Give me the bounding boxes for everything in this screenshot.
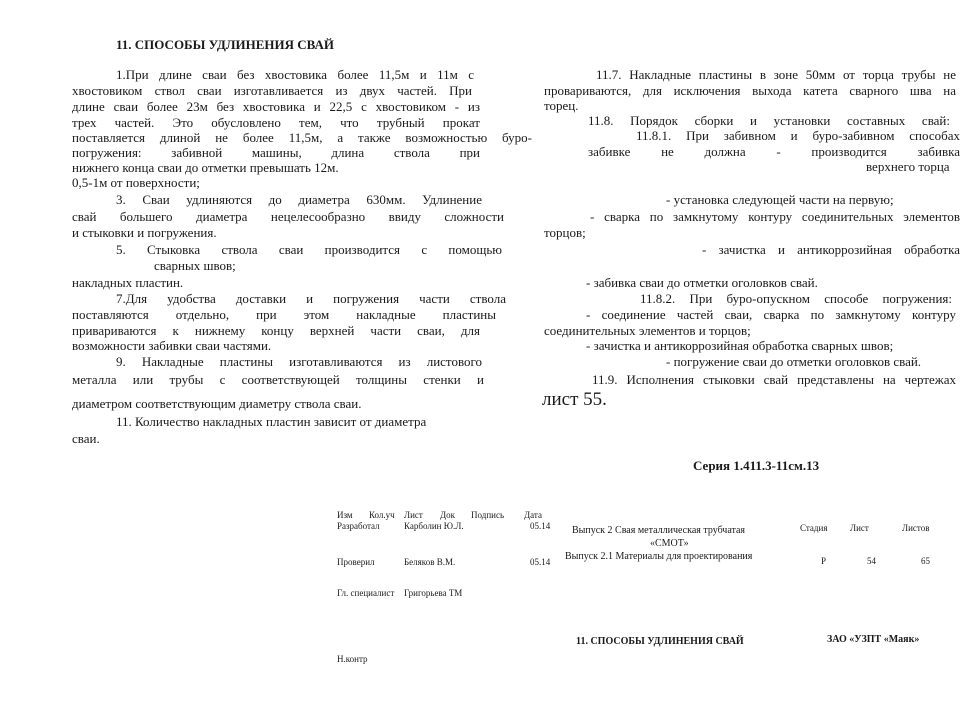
stamp-sheets-value: 65 xyxy=(921,556,930,566)
left-line: поставляется длиной не более 11,5м, а также возможностью буро- xyxy=(72,131,532,145)
stamp-date: 05.14 xyxy=(530,521,551,531)
stamp-stage-value: Р xyxy=(821,556,827,566)
right-line: соединительных элементов и торцов; xyxy=(544,323,751,338)
right-line: - зачистка и антикоррозийная обработка сварных швов; xyxy=(586,338,894,353)
right-line: 11.9. Исполнения стыковки свай представлены на чертежах xyxy=(592,373,956,387)
right-line: - забивка сваи до отметки оголовков свай. xyxy=(586,275,818,290)
stamp-header-dok: Док xyxy=(440,510,456,520)
stamp-header-list: Лист xyxy=(404,510,423,520)
stamp-role: Н.контр xyxy=(337,654,368,664)
left-line: поставляются отдельно, при этом накладные пластины xyxy=(72,308,496,322)
right-line: - соединение частей сваи, сварка по замкнутому контуру xyxy=(586,308,956,322)
right-line: 11.8.1. При забивном и буро-забивном способах xyxy=(636,129,960,143)
left-line: привариваются к нижнему концу верхней части сваи, для xyxy=(72,324,480,338)
stamp-role: Проверил xyxy=(337,557,375,567)
left-line: 0,5-1м от поверхности; xyxy=(72,175,200,190)
series-label: Серия 1.411.3-11см.13 xyxy=(693,458,820,473)
stamp-sheets-label: Листов xyxy=(902,523,930,533)
stamp-person: Карболин Ю.Л. xyxy=(404,521,464,531)
left-line: хвостовиком ствол сваи изготавливается из двух частей. При xyxy=(72,84,472,98)
right-line: верхнего торца xyxy=(866,159,950,174)
stamp-desc-line1: Выпуск 2 Свая металлическая трубчатая xyxy=(572,525,746,536)
right-line: - установка следующей части на первую; xyxy=(666,192,894,207)
stamp-header-kolvo: Кол.уч xyxy=(369,510,395,520)
right-line: торцов; xyxy=(544,225,586,240)
stamp-stage-label: Стадия xyxy=(800,523,828,533)
left-line: 9. Накладные пластины изготавливаются из листового xyxy=(116,355,482,369)
left-line: сварных швов; xyxy=(154,258,236,273)
left-line: диаметром соответствующим диаметру ствола сваи. xyxy=(72,396,362,411)
right-line: лист 55. xyxy=(542,389,607,410)
right-line: 11.7. Накладные пластины в зоне 50мм от торца трубы не xyxy=(596,68,956,82)
stamp-section-title: 11. СПОСОБЫ УДЛИНЕНИЯ СВАЙ xyxy=(576,636,744,647)
page-title: 11. СПОСОБЫ УДЛИНЕНИЯ СВАЙ xyxy=(116,37,335,52)
stamp-date: 05.14 xyxy=(530,557,551,567)
stamp-role: Разработал xyxy=(337,521,380,531)
stamp-person: Григорьева ТМ xyxy=(404,588,463,598)
stamp-desc-line3: Выпуск 2.1 Материалы для проектирования xyxy=(565,551,753,562)
left-line: накладных пластин. xyxy=(72,275,184,290)
left-line: возможности забивки сваи частями. xyxy=(72,338,272,353)
stamp-sheet-label: Лист xyxy=(850,523,869,533)
right-line: 11.8.2. При буро-опускном способе погружения: xyxy=(640,292,952,306)
left-line: 7.Для удобства доставки и погружения части ствола xyxy=(116,292,506,306)
left-line: 5. Стыковка ствола сваи производится с помощью xyxy=(116,243,502,257)
left-line: металла или трубы с соответствующей толщины стенки и xyxy=(72,373,484,387)
left-line: погружения: забивной машины, длина ствола при xyxy=(72,146,480,160)
stamp-role: Гл. специалист xyxy=(337,588,395,598)
stamp-desc-line2: «СМОТ» xyxy=(650,538,689,549)
left-line: и стыковки и погружения. xyxy=(72,225,217,240)
stamp-header-data: Дата xyxy=(524,510,542,520)
stamp-person: Беляков В.М. xyxy=(404,557,456,567)
stamp-sheet-value: 54 xyxy=(867,556,876,566)
left-line: сваи. xyxy=(72,431,100,446)
stamp-header-podpis: Подпись xyxy=(471,510,505,520)
right-line: - сварка по замкнутому контуру соединительных элементов xyxy=(590,210,960,224)
left-line: 11. Количество накладных пластин зависит от диаметра xyxy=(116,414,427,429)
stamp-company: ЗАО «УЗПТ «Маяк» xyxy=(827,634,920,645)
left-line: 3. Сваи удлиняются до диаметра 630мм. Удлинение xyxy=(116,193,482,207)
left-line: нижнего конца сваи до отметки превышать 12м. xyxy=(72,160,339,175)
left-line: свай большего диаметра нецелесообразно ввиду сложности xyxy=(72,210,504,224)
right-line: - зачистка и антикоррозийная обработка xyxy=(702,243,960,257)
left-line: длине сваи более 23м без хвостовика и 22,5 с хвостовиком - из xyxy=(72,100,480,114)
right-line: забивке не должна - производится забивка xyxy=(588,145,960,159)
stamp-header-izm: Изм xyxy=(337,510,353,520)
left-line: 1.При длине сваи без хвостовика более 11,5м и 11м с xyxy=(116,68,474,82)
right-line: торец. xyxy=(544,98,579,113)
right-line: 11.8. Порядок сборки и установки составных свай: xyxy=(588,114,950,128)
right-line: провариваются, для исключения выхода катета сварного шва на xyxy=(544,84,956,98)
right-line: - погружение сваи до отметки оголовков свай. xyxy=(666,354,922,369)
left-line: трех частей. Это обусловлено тем, что трубный прокат xyxy=(72,116,480,130)
